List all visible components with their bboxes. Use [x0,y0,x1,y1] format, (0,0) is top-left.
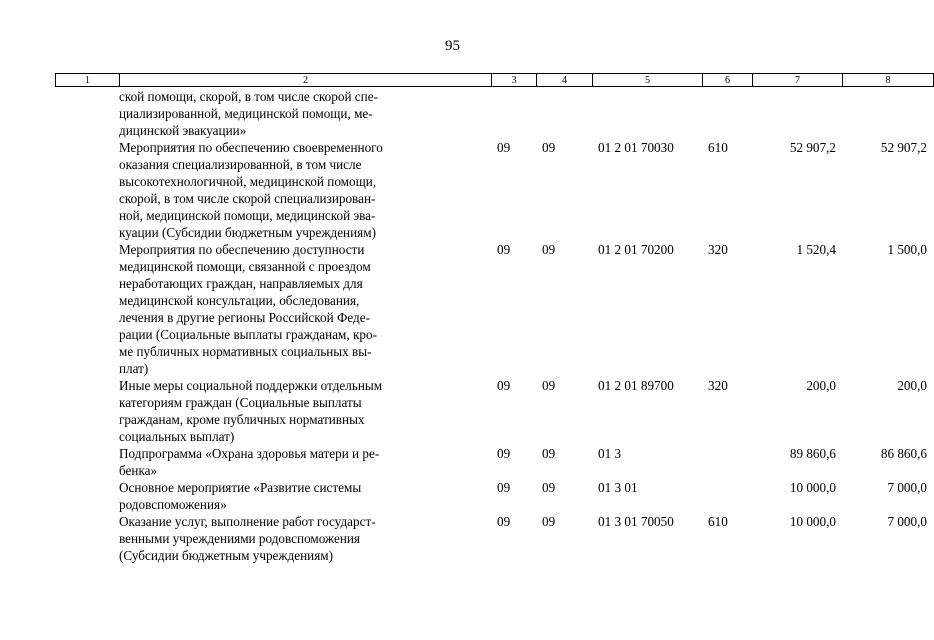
table-row [55,479,933,513]
subsection-code: 09 [542,242,556,257]
table-row [55,139,933,241]
row-name [55,241,491,377]
row-name-line: родовспоможения» [119,497,227,512]
expense-type-code [702,445,752,479]
header-cell-6: 6 [703,74,753,87]
row-name-line: ной, медицинской помощи, медицинской эва- [119,208,376,223]
row-name-line: оказания специализированной, в том числе [119,157,362,172]
row-name-line: венными учреждениями родовспоможения [119,531,360,546]
target-article-code: 01 2 01 89700 [598,378,674,393]
row-name [55,377,491,445]
row-name [55,88,491,139]
amount-year-1: 10 000,0 [789,480,836,495]
amount-year-2: 1 500,0 [887,242,927,257]
section-code [491,88,536,139]
section-code: 09 [497,242,511,257]
expense-type-code: 320 [708,378,728,393]
section-code: 09 [497,480,511,495]
row-name-line: Мероприятия по обеспечению своевременного [119,140,383,155]
budget-table-body [55,88,933,564]
row-name-line: Основное мероприятие «Развитие системы [119,480,362,495]
section-code: 09 [497,378,511,393]
budget-table [55,88,933,564]
header-cell-1: 1 [56,74,120,87]
subsection-code: 09 [542,446,556,461]
subsection-code: 09 [542,514,556,529]
row-name-line: плат) [119,361,149,376]
row-name-line: Оказание услуг, выполнение работ государст- [119,514,376,529]
table-row [55,377,933,445]
row-name-line: неработающих граждан, направляемых для [119,276,363,291]
row-name-line: рации (Социальные выплаты гражданам, кро- [119,327,377,342]
amount-year-2: 7 000,0 [887,480,927,495]
row-name [55,139,491,241]
target-article-code: 01 3 01 [598,480,638,495]
table-row [55,513,933,564]
row-name-line: бенка» [119,463,158,478]
row-name [55,479,491,513]
target-article-code: 01 3 [598,446,622,461]
row-name-line: Иные меры социальной поддержки отдельным [119,378,383,393]
expense-type-code [702,88,752,139]
row-name-line: ме публичных нормативных социальных вы- [119,344,372,359]
section-code: 09 [497,446,511,461]
row-name [55,513,491,564]
expense-type-code: 320 [708,242,728,257]
subsection-code: 09 [542,140,556,155]
target-article-code: 01 2 01 70200 [598,242,674,257]
amount-year-1: 200,0 [806,378,836,393]
row-name-line: медицинской помощи, связанной с проездом [119,259,371,274]
row-name-line: дицинской эвакуации» [119,123,247,138]
column-number-header [55,73,934,87]
header-cell-8: 8 [843,74,934,87]
header-cell-3: 3 [492,74,537,87]
amount-year-2 [842,88,933,139]
amount-year-1: 10 000,0 [789,514,836,529]
row-name-line: категориям граждан (Социальные выплаты [119,395,362,410]
row-name-line: лечения в другие регионы Российской Феде- [119,310,370,325]
amount-year-1: 52 907,2 [789,140,836,155]
header-cell-7: 7 [753,74,843,87]
subsection-code: 09 [542,480,556,495]
row-name [55,445,491,479]
row-name-line: социальных выплат) [119,429,235,444]
header-cell-2: 2 [120,74,492,87]
expense-type-code [702,479,752,513]
page-number: 95 [445,38,460,54]
target-article-code: 01 2 01 70030 [598,140,674,155]
amount-year-2: 52 907,2 [880,140,927,155]
header-cell-5: 5 [593,74,703,87]
header-cell-4: 4 [537,74,593,87]
header-row [56,74,934,87]
row-name-line: Мероприятия по обеспечению доступности [119,242,365,257]
amount-year-2: 7 000,0 [887,514,927,529]
table-row [55,241,933,377]
target-article-code [592,88,702,139]
row-name-line: куации (Субсидии бюджетным учреждениям) [119,225,376,240]
amount-year-2: 200,0 [897,378,927,393]
row-name-line: циализированной, медицинской помощи, ме- [119,106,373,121]
subsection-code [536,88,592,139]
target-article-code: 01 3 01 70050 [598,514,674,529]
row-name-line: Подпрограмма «Охрана здоровья матери и ре- [119,446,380,461]
section-code: 09 [497,514,511,529]
row-name-line: (Субсидии бюджетным учреждениям) [119,548,333,563]
table-row [55,445,933,479]
row-name-line: ской помощи, скорой, в том числе скорой спе- [119,89,378,104]
amount-year-1: 1 520,4 [796,242,836,257]
amount-year-1 [752,88,842,139]
row-name-line: медицинской консультации, обследования, [119,293,360,308]
subsection-code: 09 [542,378,556,393]
amount-year-1: 89 860,6 [789,446,836,461]
section-code: 09 [497,140,511,155]
row-name-line: скорой, в том числе скорой специализирован- [119,191,376,206]
expense-type-code: 610 [708,140,728,155]
row-name-line: гражданам, кроме публичных нормативных [119,412,365,427]
table-row [55,88,933,139]
row-name-line: высокотехнологичной, медицинской помощи, [119,174,377,189]
amount-year-2: 86 860,6 [880,446,927,461]
expense-type-code: 610 [708,514,728,529]
